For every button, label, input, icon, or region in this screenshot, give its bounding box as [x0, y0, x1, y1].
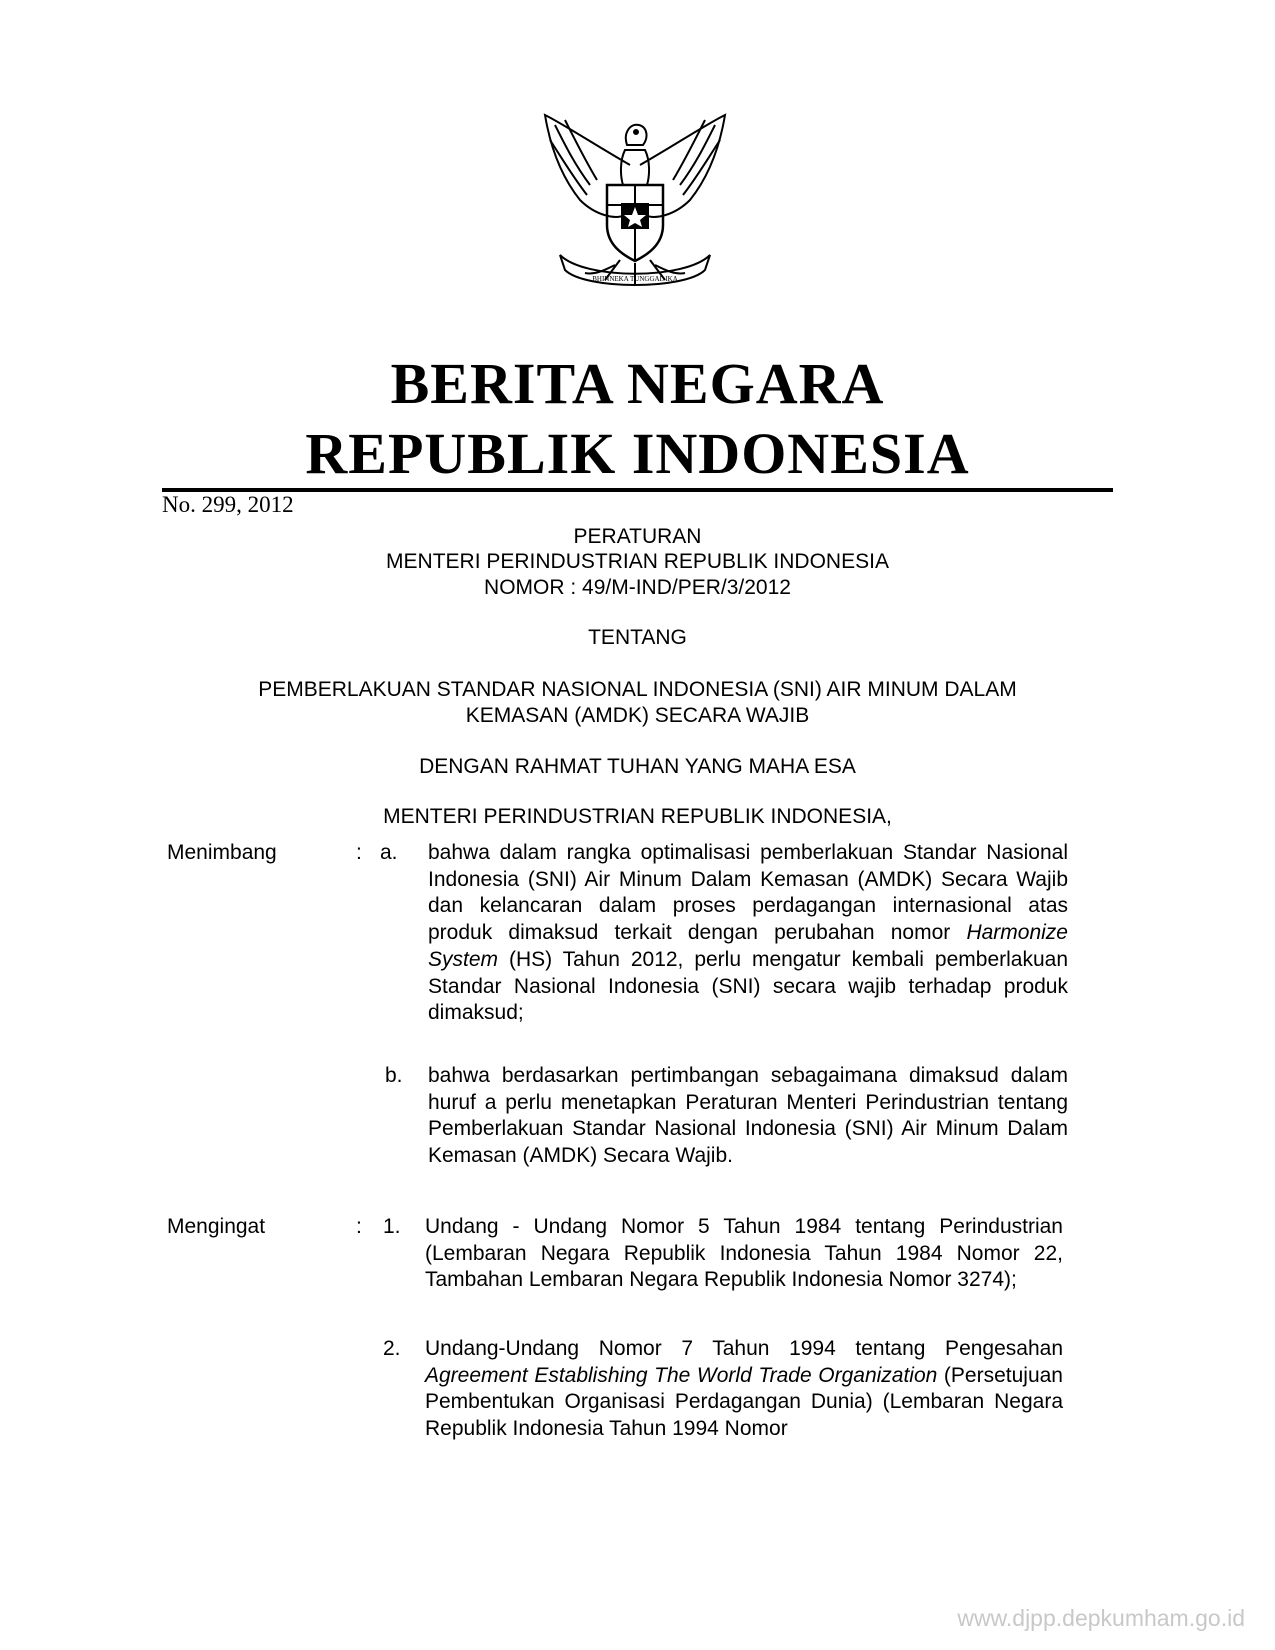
- doc-type: PERATURAN: [573, 525, 702, 548]
- menimbang-colon: :: [356, 841, 362, 864]
- doc-about: TENTANG: [588, 626, 687, 649]
- doc-blessing: DENGAN RAHMAT TUHAN YANG MAHA ESA: [419, 755, 856, 778]
- garuda-emblem: [535, 105, 735, 305]
- doc-subject-line1: PEMBERLAKUAN STANDAR NASIONAL INDONESIA (SNI) AIR MINUM DALAM: [258, 678, 1017, 701]
- menimbang-marker-a: a.: [380, 841, 398, 864]
- motto: BHINNEKA TUNGGAL IKA: [592, 275, 678, 283]
- mengingat-item-1: Undang - Undang Nomor 5 Tahun 1984 tentang Perindustrian (Lembaran Negara Republik Indonesia Tahun 1984 Nomor 22, Tambahan Lembaran Negara Republik Indonesia Nomor 3274);: [425, 1215, 1063, 1292]
- masthead-rule: [162, 488, 1113, 492]
- mengingat-colon: :: [356, 1215, 362, 1238]
- issue-number: No. 299, 2012: [162, 492, 294, 517]
- mengingat-label: Mengingat: [167, 1215, 266, 1238]
- mengingat-item-2: Undang-Undang Nomor 7 Tahun 1994 tentang Pengesahan Agreement Establishing The World Trade Organization (Persetujuan Pembentukan Organisasi Perdagangan Dunia) (Lembaran Negara Republik Indonesia Tahun 1994 Nomor: [425, 1337, 1063, 1441]
- menimbang-label: Menimbang: [167, 841, 277, 864]
- doc-issuer: MENTERI PERINDUSTRIAN REPUBLIK INDONESIA: [386, 550, 889, 573]
- menimbang-item-a: bahwa dalam rangka optimalisasi pemberlakuan Standar Nasional Indonesia (SNI) Air Minum Dalam Kemasan (AMDK) Secara Wajib dan kelancaran dalam proses perdagangan internasional atas produk dimaksud terkait dengan perubahan nomor Harmonize System (HS) Tahun 2012, perlu mengatur kembali pemberlakuan Standar Nasional Indonesia (SNI) secara wajib terhadap produk dimaksud;: [428, 841, 1068, 1025]
- menimbang-marker-b: b.: [385, 1064, 403, 1087]
- doc-minister: MENTERI PERINDUSTRIAN REPUBLIK INDONESIA,: [383, 805, 892, 828]
- mengingat-marker-2: 2.: [383, 1337, 401, 1360]
- footer-url[interactable]: www.djpp.depkumham.go.id: [957, 1605, 1245, 1631]
- doc-number: NOMOR : 49/M-IND/PER/3/2012: [484, 576, 791, 599]
- doc-subject-line2: KEMASAN (AMDK) SECARA WAJIB: [465, 704, 810, 727]
- mengingat-marker-1: 1.: [383, 1215, 401, 1238]
- masthead-line2: REPUBLIK INDONESIA: [305, 421, 970, 486]
- menimbang-item-b: bahwa berdasarkan pertimbangan sebagaimana dimaksud dalam huruf a perlu menetapkan Peraturan Menteri Perindustrian tentang Pemberlakuan Standar Nasional Indonesia (SNI) Air Minum Dalam Kemasan (AMDK) Secara Wajib.: [428, 1064, 1068, 1168]
- masthead-line1: BERITA NEGARA: [390, 351, 885, 416]
